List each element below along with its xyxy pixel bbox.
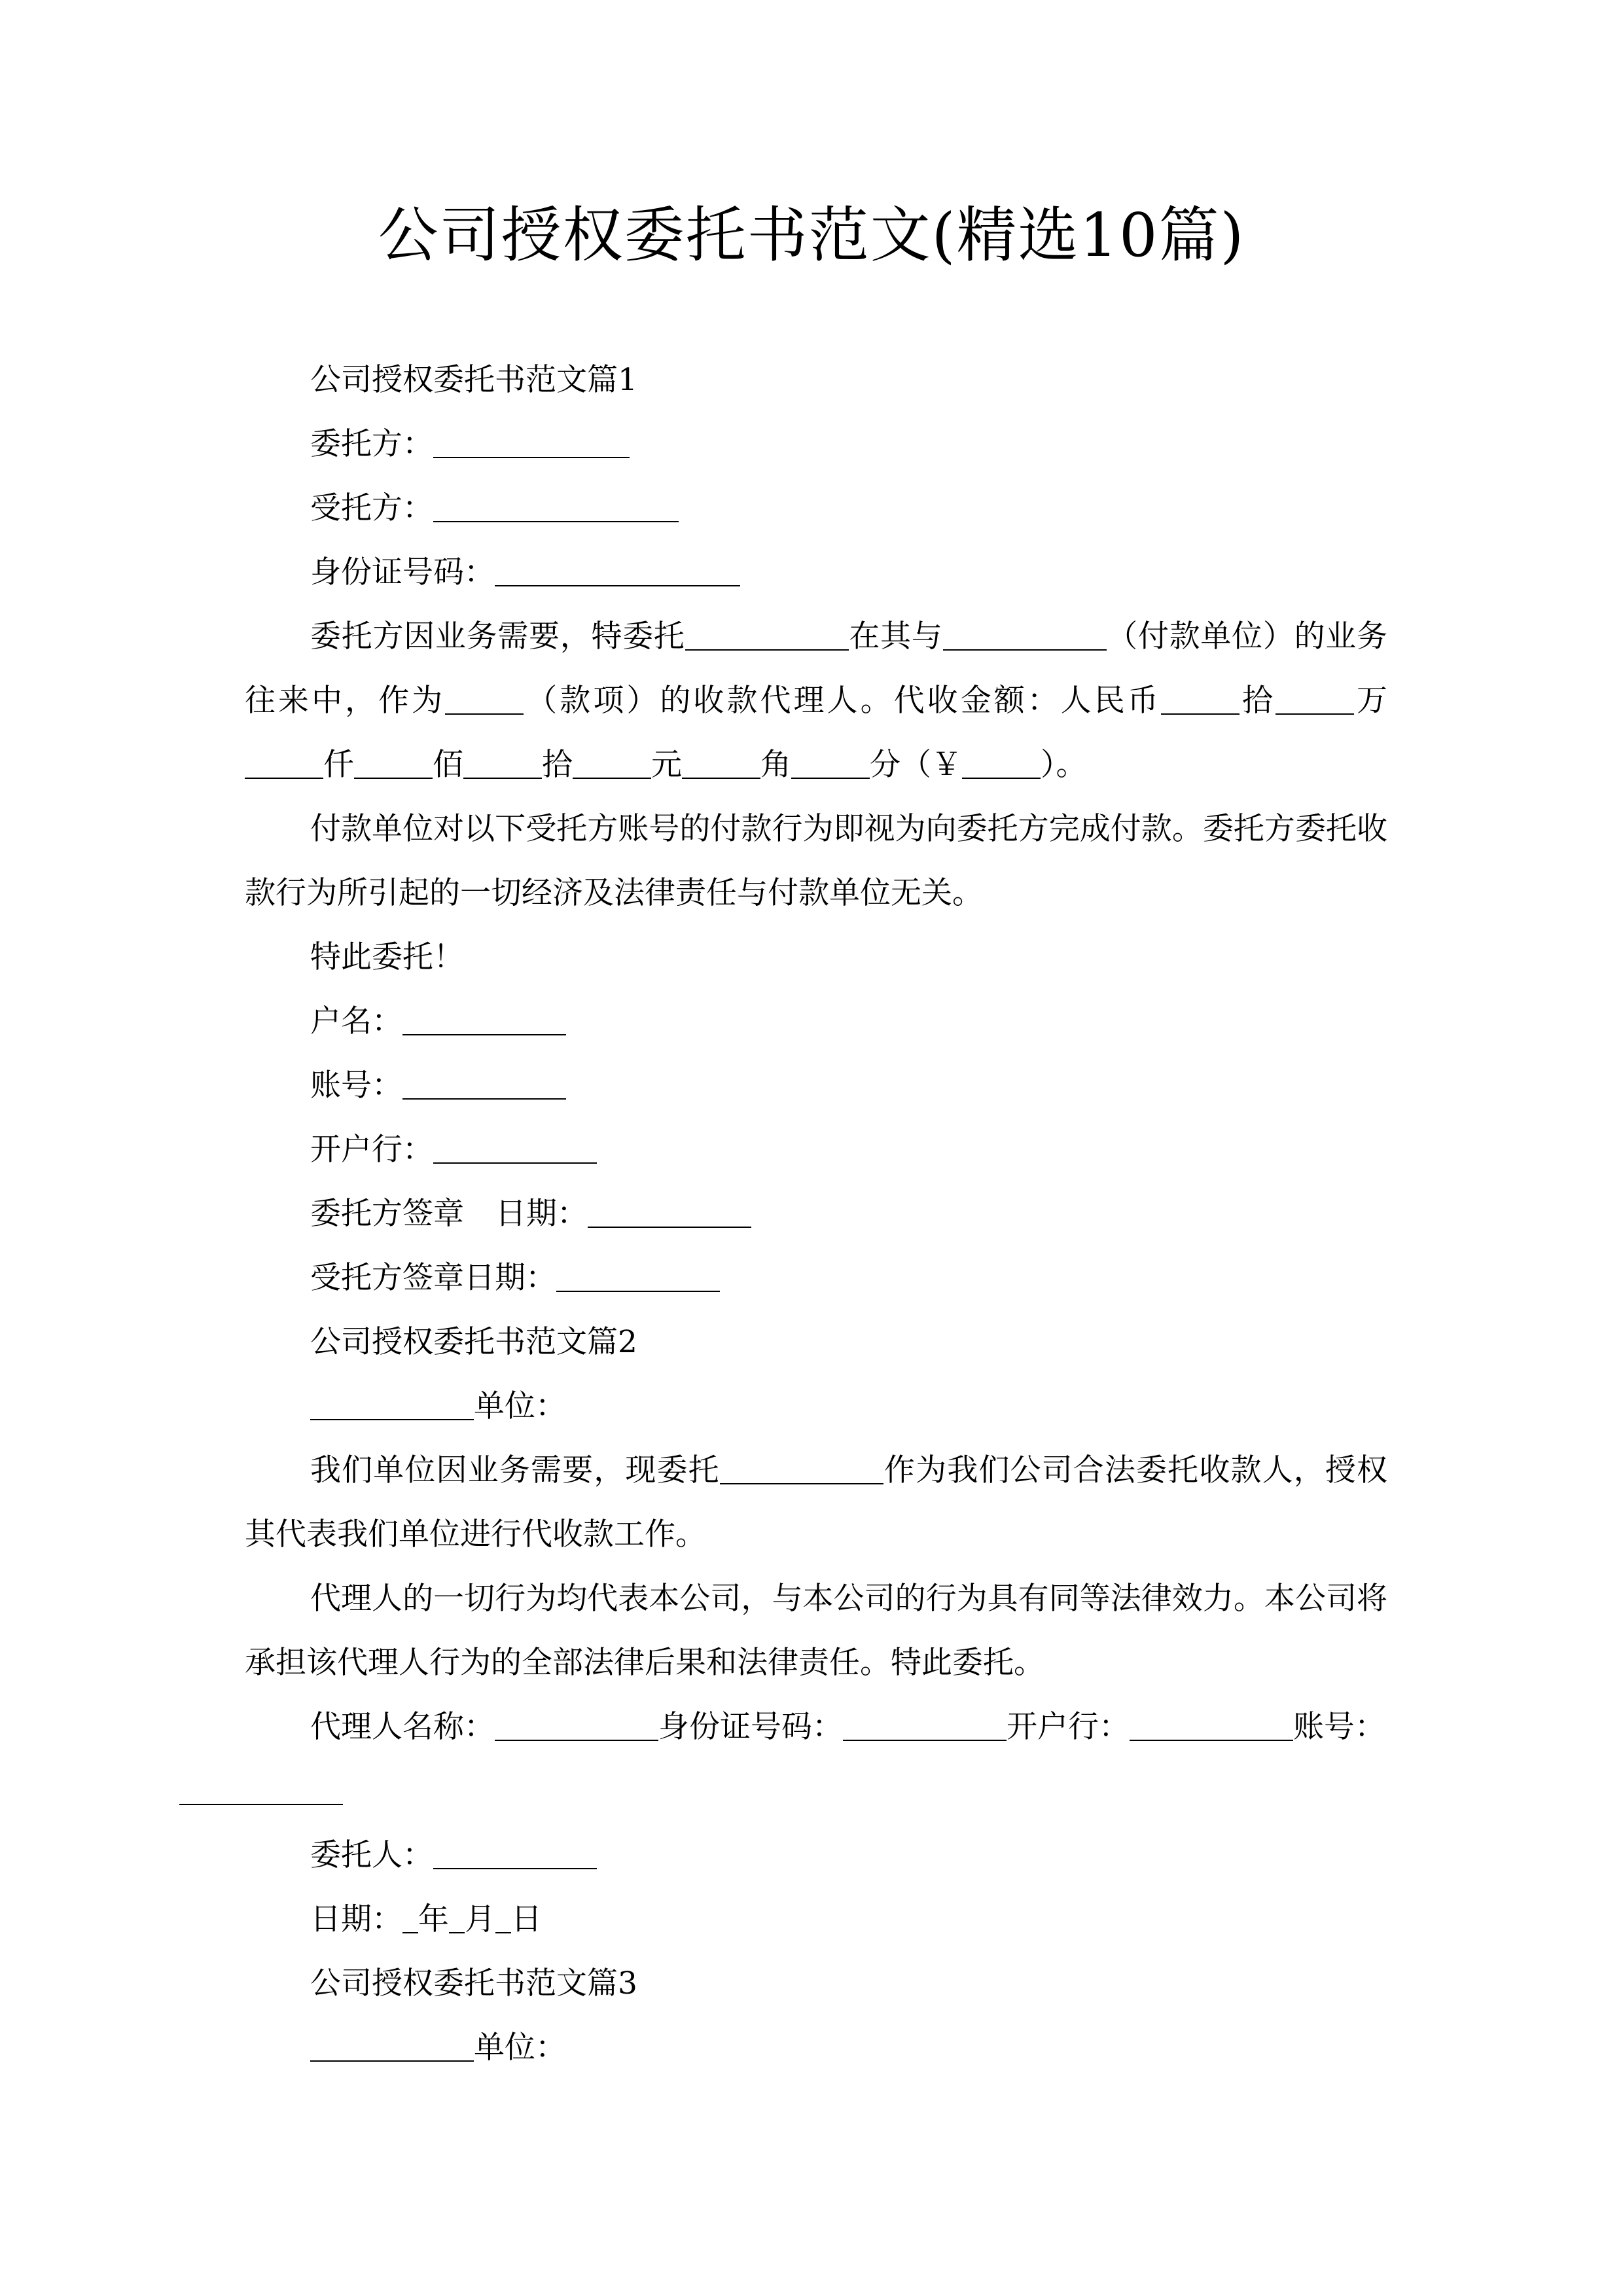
id-label: 身份证号码： [658, 1709, 843, 1745]
text-run: 作为我们公司合法委托收款人，授权其代表我们单位进行代收款工作。 [245, 1452, 1388, 1552]
amount-blank[interactable] [1275, 683, 1354, 715]
text-run: 在其与 [848, 619, 943, 655]
text-run: 佰 [433, 747, 463, 783]
bank-blank[interactable] [1130, 1710, 1293, 1741]
entrust-paragraph [245, 605, 1387, 797]
agent-blank[interactable] [433, 491, 679, 522]
text-run: 拾 [542, 747, 573, 783]
principal-label: 委托人： [310, 1837, 433, 1873]
agent-date-blank[interactable] [556, 1261, 720, 1292]
unit-label: 单位： [474, 1388, 566, 1424]
agent-label: 受托方： [310, 490, 433, 526]
date-label: 日期： [310, 1901, 402, 1937]
bank-blank[interactable] [433, 1132, 597, 1164]
month-blank[interactable] [449, 1902, 465, 1933]
text-run: ）。 [1041, 747, 1087, 783]
bank-label: 开户行： [310, 1132, 433, 1168]
agent-line [245, 476, 1387, 541]
amount-blank[interactable] [245, 747, 323, 779]
day-label: 日 [511, 1901, 542, 1937]
amount-blank[interactable] [682, 747, 760, 779]
text-run: 仟 [323, 747, 354, 783]
section-heading-3: 公司授权委托书范文篇3 [310, 1965, 637, 2001]
item-blank[interactable] [445, 683, 524, 715]
principal-label: 委托方： [310, 426, 433, 462]
unit-label: 单位： [474, 2030, 566, 2066]
agent-name-label: 代理人名称： [310, 1709, 495, 1745]
text-run: 我们单位因业务需要，现委托 [310, 1452, 720, 1488]
payer-blank[interactable] [943, 619, 1107, 651]
id-blank[interactable] [495, 555, 740, 586]
principal-date-blank[interactable] [588, 1196, 751, 1228]
closing-line: 特此委托！ [310, 939, 464, 975]
legal-effect-paragraph: 代理人的一切行为均代表本公司，与本公司的行为具有同等法律效力。本公司将承担该代理人行为的全部法律后果和法律责任。特此委托。 [245, 1581, 1387, 1681]
principal-line [245, 412, 1387, 476]
agent-name-blank[interactable] [685, 619, 849, 651]
payee-blank[interactable] [720, 1453, 883, 1484]
id-label: 身份证号码： [310, 554, 495, 590]
agent-details-line [245, 1695, 1387, 1823]
agent-sign-date-label: 受托方签章日期： [310, 1260, 556, 1296]
bank-label: 开户行： [1007, 1709, 1130, 1745]
section-heading-2: 公司授权委托书范文篇2 [310, 1324, 637, 1360]
amount-blank[interactable] [791, 747, 870, 779]
liability-paragraph: 付款单位对以下受托方账号的付款行为即视为向委托方完成付款。委托方委托收款行为所引起的一切经济及法律责任与付款单位无关。 [245, 811, 1387, 911]
unit-line [245, 1374, 1387, 1439]
amount-blank[interactable] [1161, 683, 1240, 715]
date-line [245, 1888, 1387, 1952]
account-no-blank[interactable] [402, 1068, 566, 1100]
account-label: 账号： [1293, 1709, 1385, 1745]
text-run: 万 [1354, 683, 1388, 719]
account-blank[interactable] [179, 1774, 343, 1805]
text-run: 拾 [1239, 683, 1275, 719]
month-label: 月 [465, 1901, 495, 1937]
principal-blank[interactable] [433, 1838, 597, 1869]
section-heading-1: 公司授权委托书范文篇1 [310, 362, 637, 398]
account-name-blank[interactable] [402, 1004, 566, 1035]
authorization-paragraph [245, 1439, 1387, 1567]
date-label: 日期： [495, 1196, 588, 1232]
amount-blank[interactable] [463, 747, 542, 779]
text-run: （付款单位）的业务往来中，作为 [245, 619, 1388, 719]
unit-line-3 [245, 2016, 1387, 2080]
text-run: 分（￥ [870, 747, 962, 783]
agent-sign-line [245, 1246, 1387, 1310]
text-run: 角 [760, 747, 791, 783]
unit-blank[interactable] [310, 2030, 474, 2062]
principal-blank[interactable] [433, 427, 630, 458]
account-no-label: 账号： [310, 1067, 402, 1103]
year-blank[interactable] [402, 1902, 418, 1933]
text-run: 委托方因业务需要，特委托 [310, 619, 685, 655]
day-blank[interactable] [495, 1902, 511, 1933]
amount-blank[interactable] [573, 747, 651, 779]
agent-name-blank[interactable] [495, 1710, 658, 1741]
bank-line [245, 1118, 1387, 1182]
amount-total-blank[interactable] [962, 747, 1041, 779]
text-run: 元 [651, 747, 682, 783]
text-run: （款项）的收款代理人。代收金额：人民币 [524, 683, 1161, 719]
id-blank[interactable] [843, 1710, 1007, 1741]
year-label: 年 [418, 1901, 449, 1937]
account-name-line [245, 990, 1387, 1054]
id-line [245, 541, 1387, 605]
principal-sign-label: 委托方签章 [310, 1196, 464, 1232]
amount-blank[interactable] [354, 747, 433, 779]
principal-sign-line [245, 1182, 1387, 1246]
account-name-label: 户名： [310, 1003, 402, 1039]
account-no-line [245, 1054, 1387, 1118]
document-title: 公司授权委托书范文(精选10篇) [378, 200, 1245, 270]
principal-line-2 [245, 1823, 1387, 1888]
unit-blank[interactable] [310, 1389, 474, 1420]
document-body [245, 348, 1387, 2080]
